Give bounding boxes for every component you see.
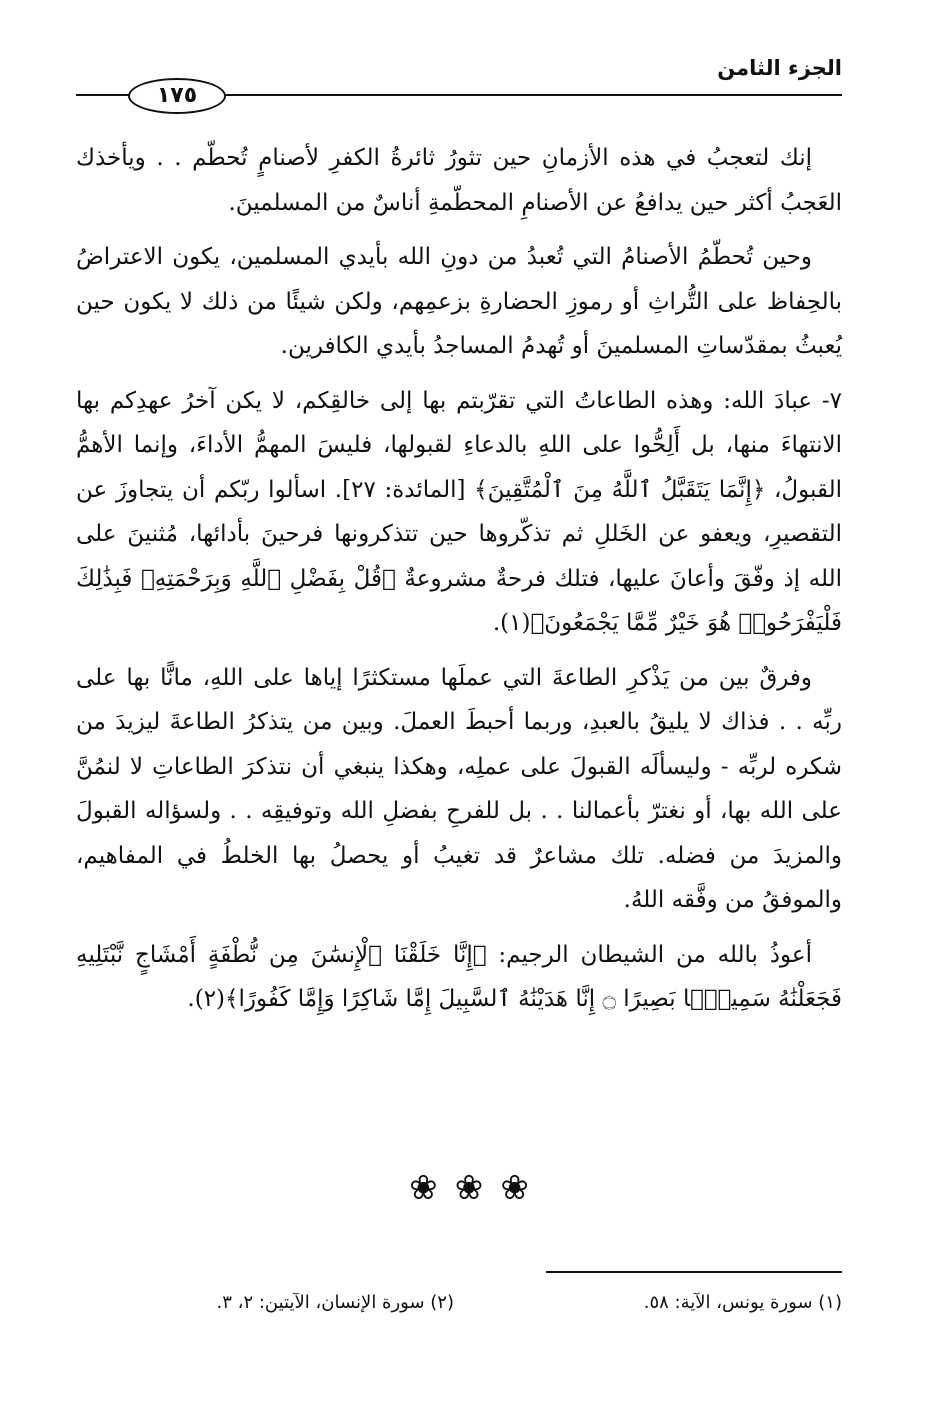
footnote-rule (546, 1271, 842, 1273)
footnote-1: (١) سورة يونس، الآية: ٥٨. (643, 1292, 842, 1313)
paragraph-2: وحين تُحطّمُ الأصنامُ التي تُعبدُ من دونِ الله بأيدي المسلمين، يكون الاعتراضُ بالحِفاظ على التُّراثِ أو رموزِ الحضارةِ بزعمِهم، ولكن شيئًا من ذلك لا يكون حين يُعبثُ بمقدّساتِ المسلمينَ أو تُهدمُ المساجدُ بأيدي الكافرين. (76, 244, 842, 359)
paragraph-1: إنك لتعجبُ في هذه الأزمانِ حين تثورُ ثائرةُ الكفرِ لأصنامٍ تُحطّم . . ويأخذك العَجبُ أكثر حين يدافعُ عن الأصنامِ المحطّمةِ أناسٌ من المسلمينَ. (76, 145, 842, 216)
flower-ornament-icon: ❀ (500, 1168, 529, 1208)
page-number: ١٧٥ (128, 78, 226, 114)
flower-ornament-icon: ❀ (454, 1168, 484, 1208)
footnote-2: (٢) سورة الإنسان، الآيتين: ٢، ٣. (216, 1292, 454, 1313)
paragraph-3: ٧- عبادَ الله: وهذه الطاعاتُ التي تقرّبتم بها إلى خالقِكم، لا يكن آخرُ عهدِكم بها الانتهاءَ منها، بل أَلِحُّوا على اللهِ بالدعاءِ لقبولها، فليسَ المهمُّ الأداءَ، وإنما الأهمُّ القبولُ، ﴿إِنَّمَا يَتَقَبَّلُ ٱللَّهُ مِنَ ٱلْمُتَّقِينَ﴾ [المائدة: ٢٧]. اسألوا ربّكم أن يتجاوزَ عن التقصيرِ، ويعفو عن الخَللِ ثم تذكّروها حين تتذكرونها فرحينَ بأدائها، مُثنينَ على الله إذ وفّقَ وأعانَ عليها، فتلك فرحةٌ مشروعةٌ ﴿قُلْ بِفَضْلِ ٱللَّهِ وَبِرَحْمَتِهِۦ فَبِذَٰلِكَ فَلْيَفْرَحُوا۟ هُوَ خَيْرٌ مِّمَّا يَجْمَعُونَ﴾(١). (76, 387, 842, 636)
running-title: الجزء الثامن (717, 56, 842, 80)
main-text (76, 136, 842, 1032)
paragraph-5: أعوذُ بالله من الشيطان الرجيم: ﴿إِنَّا خَلَقْنَا ٱلْإِنسَٰنَ مِن نُّطْفَةٍ أَمْشَاجٍ نَّبْتَلِيهِ فَجَعَلْنَٰهُ سَمِيعًۢا بَصِيرًا ۝ إِنَّا هَدَيْنَٰهُ ٱلسَّبِيلَ إِمَّا شَاكِرًا وَإِمَّا كَفُورًا﴾(٢). (76, 941, 842, 1012)
paragraph-4: وفرقٌ بين من يَذْكرِ الطاعةَ التي عملَها مستكثرًا إياها على اللهِ، مانًّا بها على ربِّه . . فذاك لا يليقُ بالعبدِ، وربما أحبطَ العملَ. وبين من يتذكرُ الطاعةَ ليزيدَ من شكره لربِّه - وليسألَه القبولَ على عملِه، وهكذا ينبغي أن نتذكرَ الطاعاتِ لا لنمُنَّ على الله بها، أو نغترّ بأعمالنا . . بل للفرحِ بفضلِ الله وتوفيقِه . . ولسؤاله القبولَ والمزيدَ من فضله. تلك مشاعرٌ قد تغيبُ أو يحصلُ بها الخلطُ في المفاهيم، والموفقُ من وفَّقه اللهُ. (76, 664, 842, 913)
section-divider (0, 1168, 938, 1208)
flower-ornament-icon: ❀ (409, 1168, 438, 1208)
